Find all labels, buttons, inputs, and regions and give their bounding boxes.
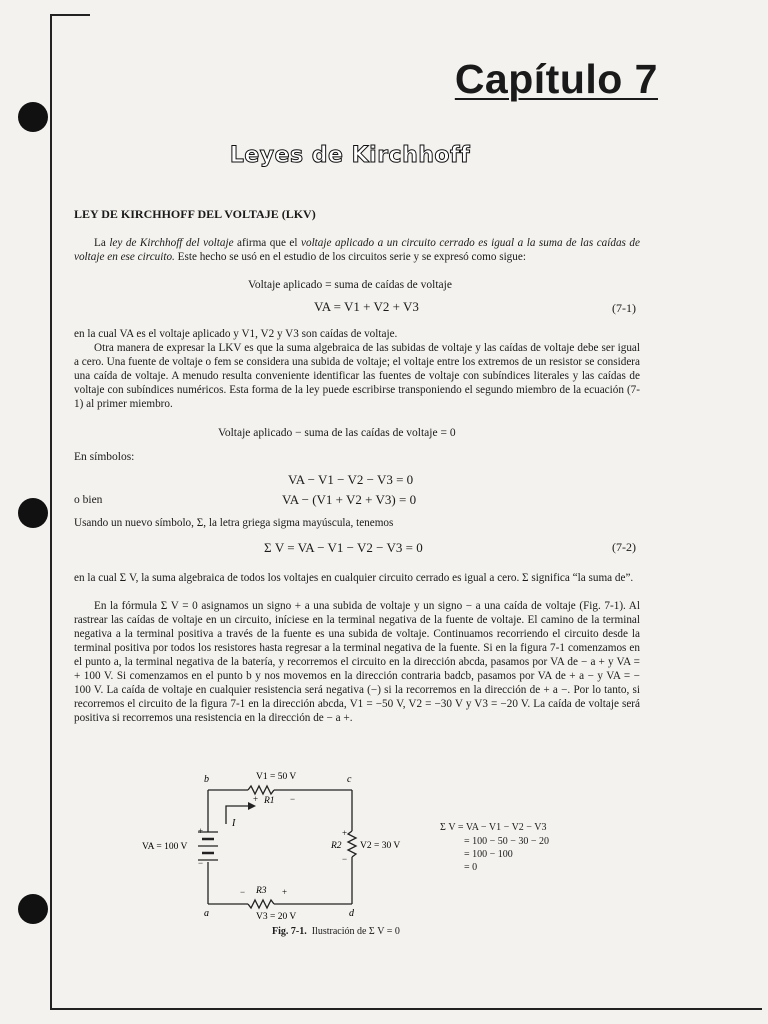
svg-text:−: − (342, 854, 348, 864)
equation-lkv-2: VA − (V1 + V2 + V3) = 0 (282, 492, 417, 507)
current-label: I (232, 818, 236, 829)
circuit-diagram (130, 768, 430, 928)
equation-number-7-1: (7-1) (612, 301, 636, 315)
punch-hole-top (18, 102, 48, 132)
equation-7-1: VA = V1 + V2 + V3 (314, 299, 419, 314)
chapter-title: Capítulo 7 (454, 56, 658, 102)
svg-text:−: − (290, 794, 296, 804)
punch-hole-bottom (18, 894, 48, 924)
after-eq4-text: en la cual Σ V, la suma algebraica de todos los voltajes en cualquier circuito cerrado es igual a cero. Σ significa “la suma de”. (74, 572, 634, 584)
svg-text:+: + (342, 828, 348, 838)
paragraph-3: En la fórmula Σ V = 0 asignamos un signo + a una subida de voltaje y un signo − a una caída de voltaje (Fig. 7-1). Al rastrear las caídas de voltaje en un circuito, iníciese en la terminal negativa de la fuente de voltaje. El camino de la terminal negativa a la terminal positiva a través de la fuente es una subida de voltaje. Continuamos recorriendo el circuito desde la terminal positiva por todos los resistores hasta regresar a la terminal negativa de la fuente. Si en la figura 7-1 comenzamos en el punto a, la terminal negativa de la batería, y recorremos el circuito en la dirección abcda, pasamos por VA de − a + y VA = + 100 V. Si comenzamos en el punto b y nos movemos en la dirección contraria badcb, pasamos por VA de + a − y VA = − 100 V. La caída de voltaje en cualquier resistencia será negativa (−) si la recorremos en la dirección de + a −. Por lo tanto, si recorremos el circuito de la figura 7-1 en la dirección abcda, V1 = −50 V, V2 = −30 V y V3 = −20 V. La caída de voltaje será positiva si recorremos una resistencia en la dirección de − a +. (74, 600, 640, 724)
punch-hole-middle (18, 498, 48, 528)
v2-label: V2 = 30 V (360, 841, 401, 851)
en-simbolos-label: En símbolos: (74, 451, 135, 463)
r2-label: R2 (331, 841, 342, 851)
r1-label: R1 (264, 796, 275, 806)
calc-line-4: = 0 (464, 862, 478, 873)
page-frame-bottom (50, 1008, 762, 1010)
section-heading: LEY DE KIRCHHOFF DEL VOLTAJE (LKV) (74, 207, 316, 221)
page-subtitle: Leyes de Kirchhoff (229, 143, 471, 168)
equation-lkv-1: VA − V1 − V2 − V3 = 0 (288, 472, 414, 487)
equation-words-2: Voltaje aplicado − suma de las caídas de voltaje = 0 (218, 427, 456, 439)
r3-label: R3 (256, 886, 267, 896)
paragraph-2: Otra manera de expresar la LKV es que la suma algebraica de las subidas de voltaje y las caídas de voltaje debe ser igual a cero. Una fuente de voltaje o fem se considera una subida de voltaje; el voltaje entre los extremos de un resistor se considera una caída de voltaje. A menudo resulta conveniente identificar las fuentes de voltaje con subíndices literales y las caídas de voltaje con subíndices numéricos. Esta forma de la ley puede escribirse transponiendo el segundo miembro de la ecuación (7-1) al primer miembro. (74, 342, 640, 410)
svg-text:+: + (282, 887, 288, 897)
sigma-intro-text: Usando un nuevo símbolo, Σ, la letra griega sigma mayúscula, tenemos (74, 517, 394, 529)
calc-line-3: = 100 − 100 (464, 849, 513, 860)
v3-label: V3 = 20 V (256, 912, 297, 922)
figure-caption: Fig. 7-1. Ilustración de Σ V = 0 (272, 926, 400, 937)
node-d: d (349, 908, 354, 919)
after-eq1-text: en la cual VA es el voltaje aplicado y V1, V2 y V3 son caídas de voltaje. (74, 328, 398, 340)
svg-text:+: + (198, 826, 204, 836)
svg-text:+: + (253, 794, 259, 804)
equation-number-7-2: (7-2) (612, 540, 636, 554)
page-frame-top (50, 14, 90, 16)
svg-text:−: − (198, 858, 204, 868)
equation-words-1: Voltaje aplicado = suma de caídas de voltaje (248, 279, 452, 291)
node-b: b (204, 774, 209, 785)
calc-line-1: Σ V = VA − V1 − V2 − V3 (440, 822, 547, 833)
law-name: ley de Kirchhoff del voltaje (109, 237, 234, 249)
node-c: c (347, 774, 352, 785)
intro-paragraph: La ley de Kirchhoff del voltaje afirma que el voltaje aplicado a un circuito cerrado es igual a la suma de las caídas de voltaje en ese circuito. Este hecho se usó en el estudio de los circuitos serie y se expresó como sigue: (74, 237, 640, 263)
calc-line-2: = 100 − 50 − 30 − 20 (464, 836, 550, 847)
svg-text:−: − (240, 887, 246, 897)
node-a: a (204, 908, 209, 919)
va-label: VA = 100 V (142, 842, 188, 852)
o-bien-label: o bien (74, 494, 103, 506)
v1-label: V1 = 50 V (256, 772, 297, 782)
equation-7-2: Σ V = VA − V1 − V2 − V3 = 0 (264, 540, 423, 555)
